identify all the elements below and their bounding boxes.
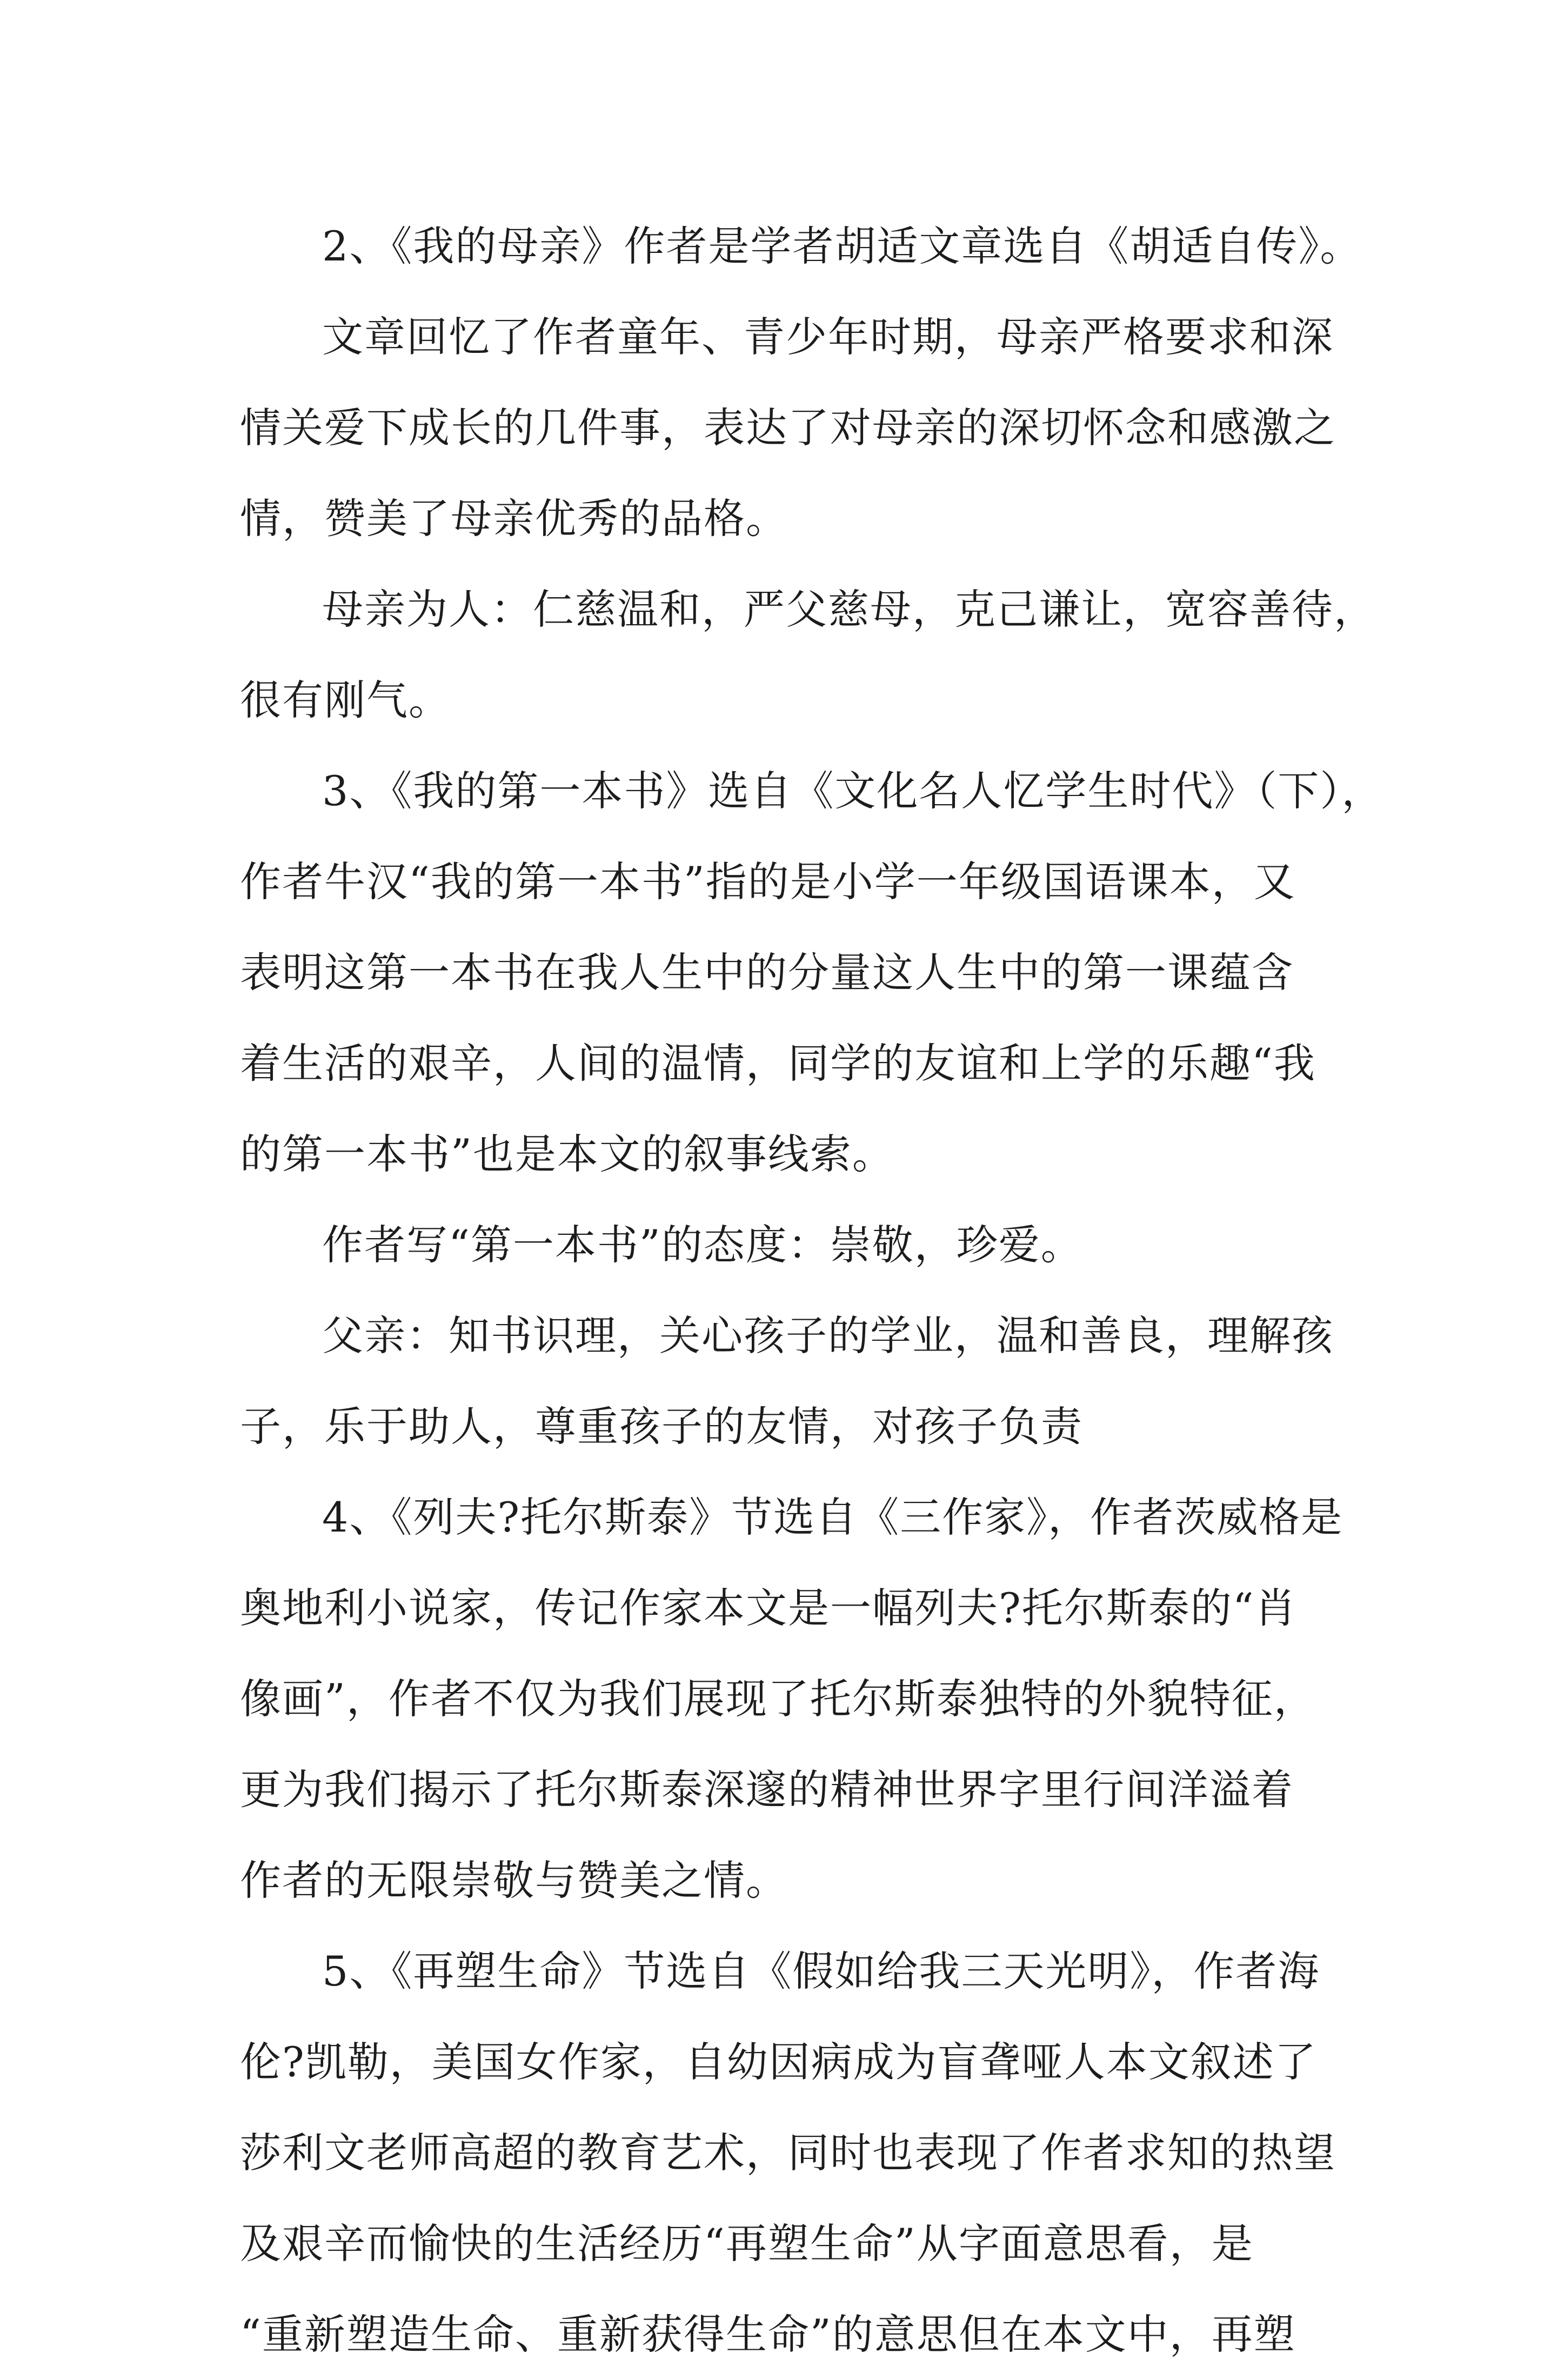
text-line-9: 表明这第一本书在我人生中的分量这人生中的第一课蕴含 bbox=[240, 948, 1294, 997]
text-line-13: 父亲：知书识理，关心孩子的学业，温和善良，理解孩 bbox=[322, 1312, 1334, 1360]
text-line-17: 像画”，作者不仅为我们展现了托尔斯泰独特的外貌特征， bbox=[240, 1675, 1316, 1723]
text-line-24: “重新塑造生命、重新获得生命”的意思但在本文中，再塑 bbox=[240, 2310, 1296, 2358]
text-line-5: 母亲为人：仁慈温和，严父慈母，克己谦让，宽容善待， bbox=[322, 585, 1376, 633]
text-line-3: 情关爱下成长的几件事，表达了对母亲的深切怀念和感激之 bbox=[240, 404, 1336, 452]
text-line-22: 莎利文老师高超的教育艺术，同时也表现了作者求知的热望 bbox=[240, 2129, 1336, 2177]
text-line-12: 作者写“第一本书”的态度：崇敬，珍爱。 bbox=[322, 1221, 1083, 1269]
text-line-4: 情，赞美了母亲优秀的品格。 bbox=[240, 494, 788, 543]
text-line-15: 4、《列夫?托尔斯泰》节选自《三作家》，作者茨威格是 bbox=[322, 1493, 1344, 1541]
text-line-2: 文章回忆了作者童年、青少年时期，母亲严格要求和深 bbox=[322, 313, 1334, 361]
text-line-16: 奥地利小说家，传记作家本文是一幅列夫?托尔斯泰的“肖 bbox=[240, 1584, 1297, 1632]
text-line-20: 5、《再塑生命》节选自《假如给我三天光明》，作者海 bbox=[322, 1947, 1320, 1995]
text-line-18: 更为我们揭示了托尔斯泰深邃的精神世界字里行间洋溢着 bbox=[240, 1766, 1294, 1814]
text-line-6: 很有刚气。 bbox=[240, 676, 451, 724]
text-line-1: 2、《我的母亲》作者是学者胡适文章选自《胡适自传》。 bbox=[322, 222, 1362, 270]
text-line-14: 子，乐于助人，尊重孩子的友情，对孩子负责 bbox=[240, 1402, 1083, 1450]
text-line-10: 着生活的艰辛，人间的温情，同学的友谊和上学的乐趣“我 bbox=[240, 1039, 1316, 1087]
text-line-8: 作者牛汉“我的第一本书”指的是小学一年级国语课本，又 bbox=[240, 858, 1296, 906]
document-body bbox=[240, 201, 1384, 2380]
text-line-19: 作者的无限崇敬与赞美之情。 bbox=[240, 1856, 788, 1904]
text-line-11: 的第一本书”也是本文的叙事线索。 bbox=[240, 1130, 894, 1178]
text-line-23: 及艰辛而愉快的生活经历“再塑生命”从字面意思看，是 bbox=[240, 2219, 1254, 2268]
text-line-21: 伦?凯勒，美国女作家，自幼因病成为盲聋哑人本文叙述了 bbox=[240, 2038, 1317, 2086]
text-line-7: 3、《我的第一本书》选自《文化名人忆学生时代》（下）， bbox=[322, 767, 1384, 815]
